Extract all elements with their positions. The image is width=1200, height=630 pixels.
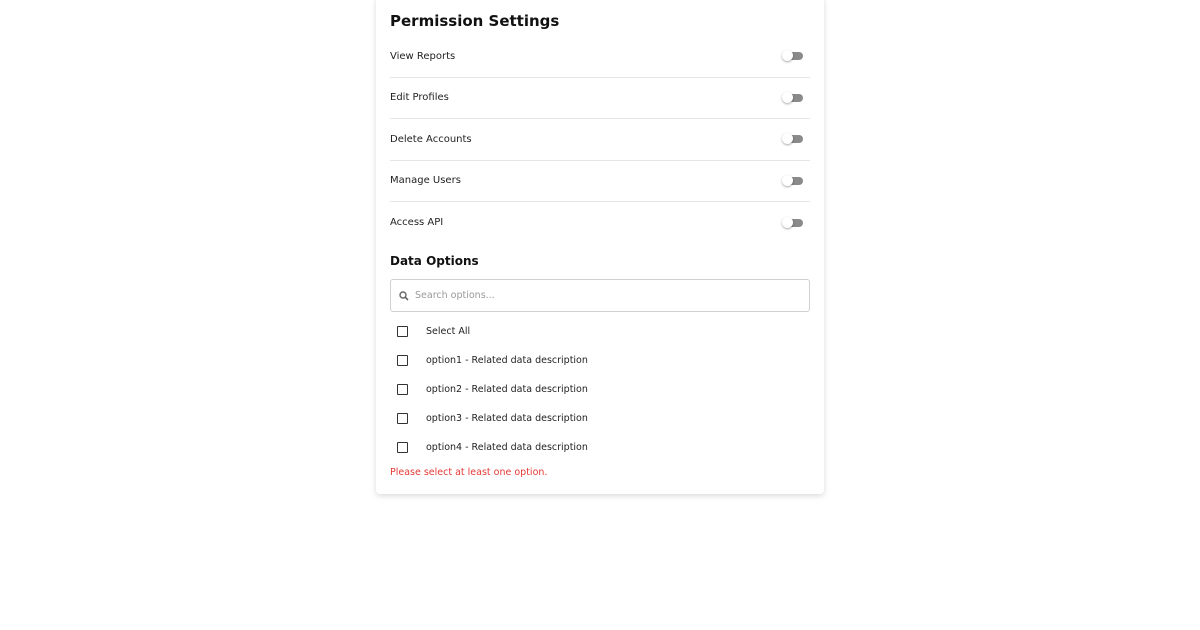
list-item bbox=[397, 413, 588, 424]
option-checkbox[interactable] bbox=[397, 413, 408, 424]
page-title: Permission Settings bbox=[390, 12, 560, 30]
permission-row bbox=[390, 78, 810, 120]
select-all-option bbox=[397, 326, 470, 337]
search-input[interactable] bbox=[413, 289, 797, 302]
list-item bbox=[397, 384, 588, 395]
access-api-toggle[interactable] bbox=[782, 217, 804, 229]
view-reports-toggle[interactable] bbox=[782, 50, 804, 62]
option-checkbox[interactable] bbox=[397, 355, 408, 366]
select-all-checkbox[interactable] bbox=[397, 326, 408, 337]
permission-settings-card bbox=[376, 0, 824, 494]
error-message: Please select at least one option. bbox=[390, 467, 548, 478]
option-label: option1 - Related data description bbox=[426, 355, 588, 366]
edit-profiles-toggle[interactable] bbox=[782, 92, 804, 104]
permission-row bbox=[390, 119, 810, 161]
permission-row bbox=[390, 202, 810, 244]
permission-row bbox=[390, 36, 810, 78]
delete-accounts-toggle[interactable] bbox=[782, 133, 804, 145]
list-item bbox=[397, 355, 588, 366]
data-options-heading: Data Options bbox=[390, 254, 479, 268]
manage-users-toggle[interactable] bbox=[782, 175, 804, 187]
option-label: Select All bbox=[426, 326, 471, 337]
option-label: option2 - Related data description bbox=[426, 384, 588, 395]
option-checkbox[interactable] bbox=[397, 442, 408, 453]
option-checkbox[interactable] bbox=[397, 384, 408, 395]
permission-label: Edit Profiles bbox=[390, 92, 449, 104]
permission-label: Access API bbox=[390, 217, 444, 229]
permission-label: Manage Users bbox=[390, 175, 461, 187]
search-icon bbox=[399, 291, 409, 301]
option-label: option3 - Related data description bbox=[426, 413, 588, 424]
option-label: option4 - Related data description bbox=[426, 442, 588, 453]
permission-label: Delete Accounts bbox=[390, 133, 472, 145]
permission-label: View Reports bbox=[390, 50, 456, 62]
permission-row bbox=[390, 161, 810, 203]
list-item bbox=[397, 442, 588, 453]
search-box bbox=[390, 279, 810, 312]
